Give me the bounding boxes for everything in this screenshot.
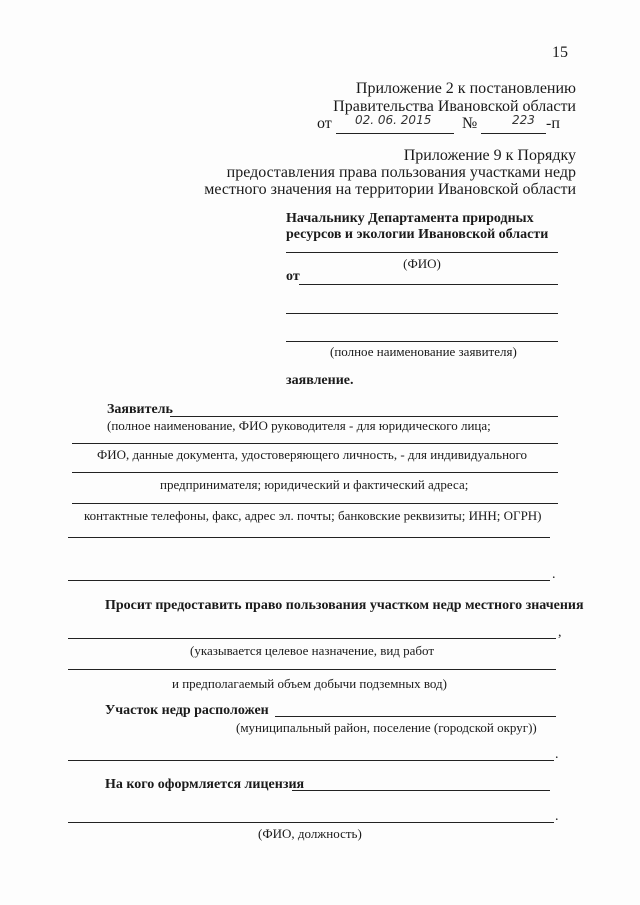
handwritten-date: 02. 06. 2015 bbox=[355, 113, 432, 127]
license-label: На кого оформляется лицензия bbox=[105, 777, 305, 792]
date-underline bbox=[336, 133, 454, 134]
request-caption-1: (указывается целевое назначение, вид работ bbox=[190, 643, 435, 658]
form-title: заявление. bbox=[286, 373, 354, 388]
handwritten-number: 223 bbox=[512, 113, 535, 127]
applicant-caption-3: предпринимателя; юридический и фактический адреса; bbox=[160, 477, 469, 492]
request-title: Просит предоставить право пользования участком недр местного значения bbox=[105, 598, 584, 613]
applicant-line-4 bbox=[72, 503, 558, 504]
applicant-caption-2: ФИО, данные документа, удостоверяющего личность, - для индивидуального bbox=[97, 447, 528, 462]
fio-line bbox=[286, 252, 558, 253]
location-end-period: . bbox=[555, 747, 559, 762]
from-line-3 bbox=[286, 341, 558, 342]
header-from-label: от bbox=[317, 115, 332, 132]
location-label: Участок недр расположен bbox=[105, 703, 269, 718]
header-line-1: Приложение 2 к постановлению bbox=[355, 80, 576, 97]
from-line-2 bbox=[286, 313, 558, 314]
applicant-line-6 bbox=[68, 580, 550, 581]
location-caption: (муниципальный район, поселение (городской округ)) bbox=[236, 720, 537, 735]
applicant-caption-4: контактные телефоны, факс, адрес эл. почты; банковские реквизиты; ИНН; ОГРН) bbox=[84, 508, 542, 523]
license-end-period: . bbox=[555, 809, 559, 824]
appendix-line-2: предоставления права пользования участками недр bbox=[226, 164, 576, 181]
header-number-label: № bbox=[462, 115, 478, 132]
request-line-2 bbox=[68, 669, 556, 670]
addressee-line-1: Начальнику Департамента природных bbox=[286, 211, 534, 226]
fio-caption: (ФИО) bbox=[403, 256, 441, 271]
header-number-suffix: -п bbox=[546, 115, 560, 132]
applicant-caption-1: (полное наименование, ФИО руководителя - для юридического лица; bbox=[107, 418, 491, 433]
page-number: 15 bbox=[552, 44, 568, 61]
license-caption: (ФИО, должность) bbox=[258, 826, 362, 841]
appendix-line-1: Приложение 9 к Порядку bbox=[403, 147, 576, 164]
applicant-line-2 bbox=[72, 443, 558, 444]
applicant-name-caption: (полное наименование заявителя) bbox=[330, 344, 517, 359]
applicant-line-3 bbox=[72, 472, 558, 473]
number-underline bbox=[481, 133, 546, 134]
appendix-line-3: местного значения на территории Ивановской области bbox=[204, 181, 576, 198]
applicant-label: Заявитель bbox=[107, 402, 173, 417]
request-line-1 bbox=[68, 638, 556, 639]
request-comma: , bbox=[558, 625, 562, 640]
applicant-end-period: . bbox=[552, 567, 556, 582]
applicant-line-5 bbox=[68, 537, 550, 538]
license-line-2 bbox=[68, 822, 554, 823]
from-label: от bbox=[286, 269, 300, 284]
from-line-1 bbox=[299, 284, 558, 285]
header-line-2: Правительства Ивановской области bbox=[333, 98, 576, 115]
location-line-1 bbox=[275, 716, 556, 717]
request-caption-2: и предполагаемый объем добычи подземных вод) bbox=[172, 676, 447, 691]
license-line-1 bbox=[292, 790, 550, 791]
addressee-line-2: ресурсов и экологии Ивановской области bbox=[286, 227, 549, 242]
applicant-line-1 bbox=[170, 416, 558, 417]
location-line-2 bbox=[68, 760, 554, 761]
